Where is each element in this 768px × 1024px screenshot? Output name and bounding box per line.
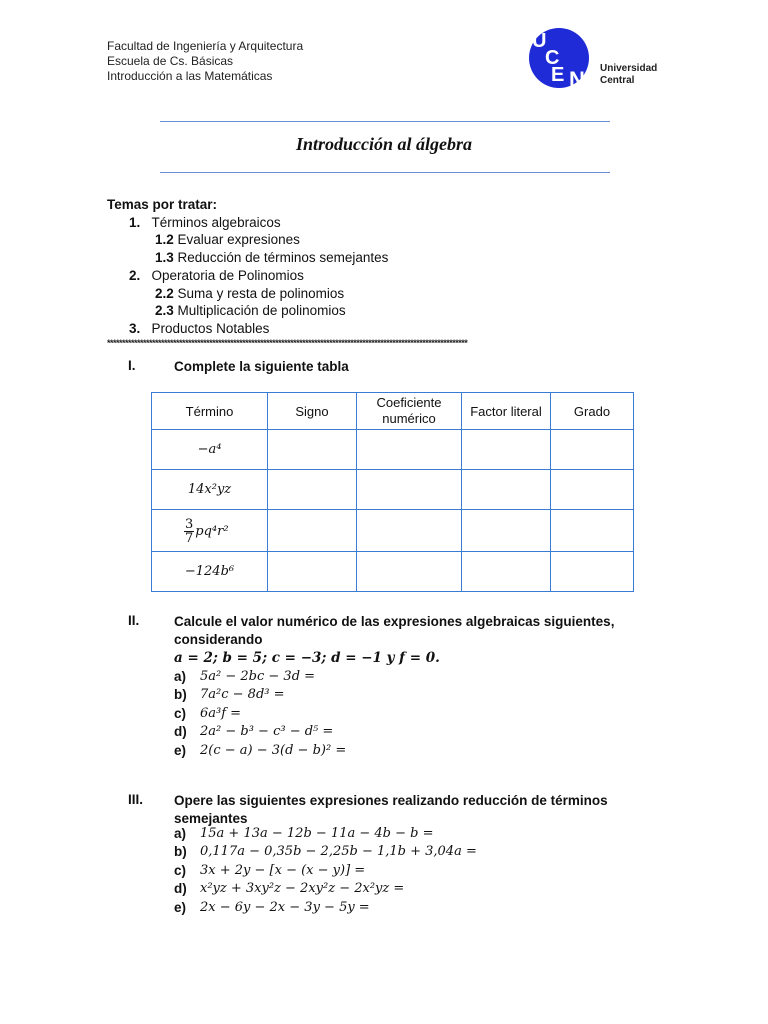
exercise-label: a) [174,668,187,684]
degree-cell[interactable] [551,552,634,592]
exercise-label: b) [174,687,187,703]
table-row [152,510,634,552]
exercise-expression: x²yz + 3xy²z − 2xy²z − 2x²yz = [200,881,405,897]
topic-item [107,267,388,285]
topic-item [107,285,388,303]
title-rule-bottom [160,172,610,173]
logo-letter-e: E [551,64,565,86]
table-row [152,470,634,510]
exercise-item [174,686,346,705]
topics-heading: Temas por tratar: [107,197,218,212]
course-name: Introducción a las Matemáticas [107,69,273,83]
exercise-label: e) [174,742,187,758]
degree-cell[interactable] [551,470,634,510]
topic-item [107,320,388,338]
fraction-rest: pq⁴r² [195,523,229,539]
exercise-expression: 2x − 6y − 2x − 3y − 5y = [200,899,370,915]
exercise-item [174,861,477,880]
section-3-title: Opere las siguientes expresiones realizando reducción de términos semejantes [174,793,608,826]
exercise-item [174,843,477,862]
exercise-expression: 15a + 13a − 12b − 11a − 4b − b = [200,825,434,841]
header-sign: Signo [268,393,357,430]
faculty-name: Facultad de Ingeniería y Arquitectura [107,39,304,53]
section-2-title-line1: Calcule el valor numérico de las expresiones algebraicas siguientes, considerando [174,614,615,647]
exercise-item [174,898,477,917]
literal-factor-cell[interactable] [462,430,551,470]
logo-name-line1: Universidad [600,63,658,74]
logo-wordmark [600,63,657,87]
topic-number: 1. [129,214,141,230]
terms-table [151,392,634,592]
literal-factor-cell[interactable] [462,552,551,592]
topic-text: Multiplicación de polinomios [177,303,346,319]
coefficient-cell[interactable] [357,510,462,552]
topic-text: Términos algebraicos [151,214,281,230]
exercise-expression: 2(c − a) − 3(d − b)² = [200,742,347,758]
logo-name-line2: Central [600,75,635,86]
exercise-item [174,723,346,742]
exercise-expression: 0,117a − 0,35b − 2,25b − 1,1b + 3,04a = [200,844,477,860]
degree-cell[interactable] [551,430,634,470]
section-3-exercises [174,824,477,917]
document-title: Introducción al álgebra [295,134,473,154]
exercise-expression: 6a³f = [200,705,242,721]
exercise-label: b) [174,844,187,860]
literal-factor-cell[interactable] [462,510,551,552]
sign-cell[interactable] [268,470,357,510]
section-2-title [174,613,694,667]
school-name: Escuela de Cs. Básicas [107,54,234,68]
exercise-label: c) [174,705,187,721]
header-literal-factor: Factor literal [462,393,551,430]
header-term: Término [152,393,268,430]
section-1-number: I. [128,358,136,373]
sign-cell[interactable] [268,552,357,592]
section-2-values: a = 2; b = 5; c = −3; d = −1 y f = 0. [174,650,440,666]
exercise-expression: 3x + 2y − [x − (x − y)] = [200,862,366,878]
topics-list [107,196,388,338]
logo-letter-u: U [532,30,547,52]
topic-item [107,231,388,249]
logo-letter-c: C [545,47,560,69]
exercise-label: d) [174,881,187,897]
section-2-number: II. [128,613,140,628]
fraction-numerator: 3 [185,516,194,532]
literal-factor-cell[interactable] [462,470,551,510]
table-row [152,552,634,592]
exercise-item [174,667,346,686]
topic-text: Productos Notables [151,320,270,336]
topic-number: 3. [129,320,141,336]
topic-text: Evaluar expresiones [177,232,300,248]
section-2-exercises [174,667,346,760]
exercise-label: d) [174,724,187,740]
topic-number: 2.2 [155,285,174,301]
topic-number: 2.3 [155,303,174,319]
table-row [152,430,634,470]
topic-text: Suma y resta de polinomios [177,285,345,301]
logo-letter-n: N [569,67,585,92]
exercise-expression: 5a² − 2bc − 3d = [200,668,316,684]
topic-text: Operatoria de Polinomios [151,267,304,283]
topic-number: 2. [129,267,141,283]
term-cell: −a⁴ [152,430,268,470]
coefficient-cell[interactable] [357,470,462,510]
sign-cell[interactable] [268,510,357,552]
title-rule-top [160,121,610,122]
exercise-expression: 7a²c − 8d³ = [200,687,285,703]
exercise-label: e) [174,899,187,915]
topic-number: 1.2 [155,232,174,248]
degree-cell[interactable] [551,510,634,552]
header-coefficient: Coeficiente numérico [357,393,462,430]
topic-text: Reducción de términos semejantes [177,250,389,266]
topic-number: 1.3 [155,250,174,266]
exercise-label: c) [174,862,187,878]
term-cell: 14x²yz [152,470,268,510]
section-3-number: III. [128,792,144,807]
exercise-item [174,704,346,723]
exercise-item [174,824,477,843]
exercise-label: a) [174,825,187,841]
exercise-item [174,741,346,760]
separator-line: ************************************************************************************************************************ [107,338,468,348]
term-cell-fraction [152,510,268,552]
header-degree: Grado [551,393,634,430]
topic-item [107,249,388,267]
faculty-header [107,39,303,84]
coefficient-cell[interactable] [357,430,462,470]
table-header-row [152,393,634,430]
term-cell: −124b⁶ [152,552,268,592]
topic-item [107,214,388,232]
topic-item [107,302,388,320]
section-1-title: Complete la siguiente tabla [174,359,349,374]
exercise-expression: 2a² − b³ − c³ − d⁵ = [200,724,334,740]
fraction-denominator: 7 [185,530,194,546]
sign-cell[interactable] [268,430,357,470]
coefficient-cell[interactable] [357,552,462,592]
exercise-item [174,880,477,899]
